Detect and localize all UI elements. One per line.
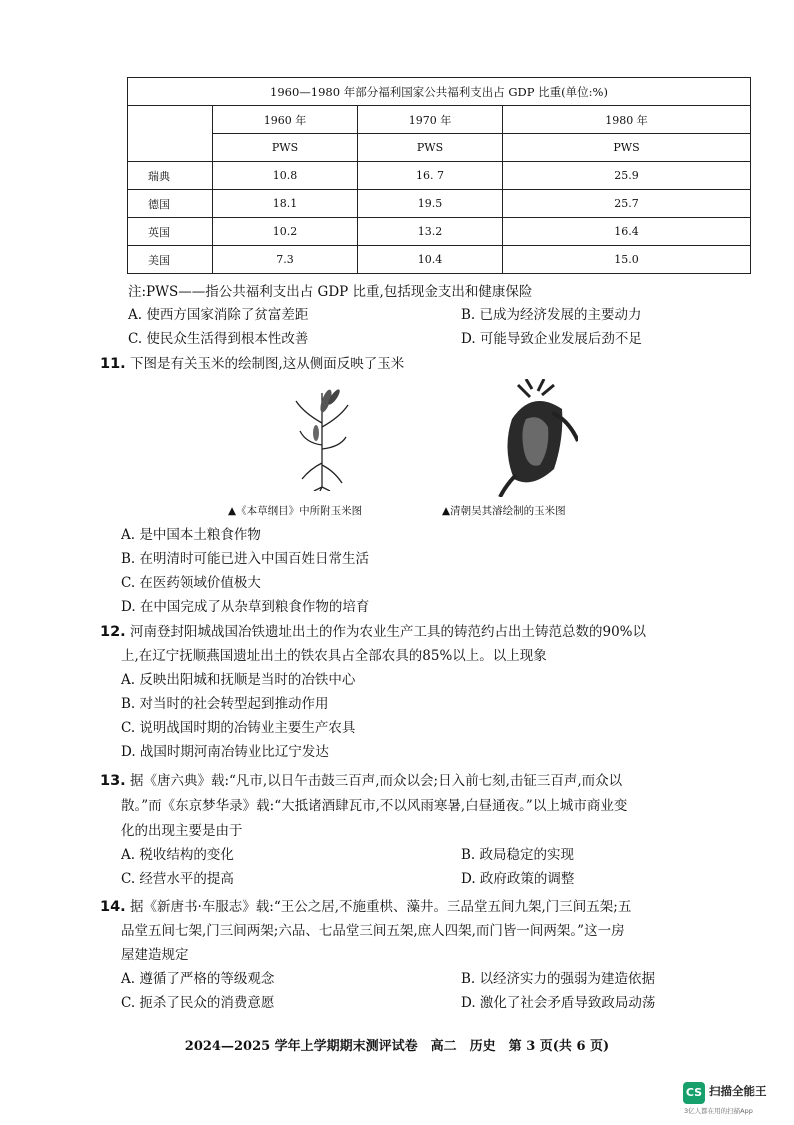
table-row [128, 190, 751, 218]
q14-stem-line3: 屋建造规定 [121, 947, 189, 963]
scanner-tagline: 3亿人都在用的扫描App [684, 1107, 753, 1115]
value-cell: 19.5 [358, 190, 503, 218]
q10-option-b: B. 已成为经济发展的主要动力 [461, 307, 642, 323]
q14-option-b: B. 以经济实力的强弱为建造依据 [461, 971, 656, 987]
value-cell: 7.3 [213, 246, 358, 274]
q13-option-c: C. 经营水平的提高 [121, 871, 234, 887]
q12-option-a: A. 反映出阳城和抚顺是当时的冶铁中心 [121, 672, 356, 688]
table-title: 1960—1980 年部分福利国家公共福利支出占 GDP 比重(单位:%) [128, 78, 751, 106]
table-row [128, 162, 751, 190]
country-cell: 德国 [128, 190, 213, 218]
q11-option-c: C. 在医药领域价值极大 [121, 575, 261, 591]
question-number: 12. [100, 624, 126, 640]
question-number: 13. [100, 773, 126, 789]
country-cell: 英国 [128, 218, 213, 246]
value-cell: 10.4 [358, 246, 503, 274]
table-year-header: 1960 年 [213, 106, 358, 134]
q13-option-a: A. 税收结构的变化 [121, 847, 234, 863]
table-sub-header: PWS [503, 134, 751, 162]
q10-option-a: A. 使西方国家消除了贫富差距 [128, 307, 309, 323]
q13-option-d: D. 政府政策的调整 [461, 871, 575, 887]
value-cell: 25.7 [503, 190, 751, 218]
figure-caption-2: ▲清朝吴其濬绘制的玉米图 [442, 505, 566, 517]
q13-stem-line3: 化的出现主要是由于 [121, 823, 243, 839]
table-sub-header: PWS [358, 134, 503, 162]
q11-option-d: D. 在中国完成了从杂草到粮食作物的培育 [121, 599, 370, 615]
question-text: 据《唐六典》载:“凡市,以日午击鼓三百声,而众以会;日入前七刻,击钲三百声,而众以 [129, 773, 623, 789]
q11-option-a: A. 是中国本土粮食作物 [121, 527, 261, 543]
q12-stem [100, 623, 646, 641]
value-cell: 25.9 [503, 162, 751, 190]
q10-option-c: C. 使民众生活得到根本性改善 [128, 331, 309, 347]
q14-option-d: D. 激化了社会矛盾导致政局动荡 [461, 995, 656, 1011]
value-cell: 10.8 [213, 162, 358, 190]
welfare-table [127, 77, 751, 274]
q14-stem-line2: 品堂五间七架,门三间两架;六品、七品堂三间五架,庶人四架,而门皆一间两架。”这一房 [121, 923, 625, 939]
question-number: 14. [100, 899, 126, 915]
q13-option-b: B. 政局稳定的实现 [461, 847, 575, 863]
q11-stem [100, 355, 404, 373]
q12-option-d: D. 战国时期河南冶铸业比辽宁发达 [121, 744, 329, 760]
q14-option-a: A. 遵循了严格的等级观念 [121, 971, 275, 987]
q11-option-b: B. 在明清时可能已进入中国百姓日常生活 [121, 551, 370, 567]
question-text: 下图是有关玉米的绘制图,这从侧面反映了玉米 [129, 356, 405, 372]
scanner-app-name: 扫描全能王 [709, 1084, 767, 1098]
q12-stem-line2: 上,在辽宁抚顺燕国遗址出土的铁农具占全部农具的85%以上。以上现象 [121, 648, 547, 664]
question-number: 11. [100, 356, 126, 372]
country-cell: 美国 [128, 246, 213, 274]
country-cell: 瑞典 [128, 162, 213, 190]
table-year-header: 1980 年 [503, 106, 751, 134]
question-text: 河南登封阳城战国冶铁遗址出土的作为农业生产工具的铸范约占出土铸范总数的90%以 [129, 624, 646, 640]
figure-caption-1: ▲《本草纲目》中所附玉米图 [228, 505, 363, 517]
value-cell: 13.2 [358, 218, 503, 246]
corn-drawing-bencao [290, 383, 354, 491]
q13-stem-line2: 散。”而《东京梦华录》载:“大抵诸酒肆瓦市,不以风雨寒暑,白昼通夜。”以上城市商业变 [121, 798, 628, 814]
value-cell: 15.0 [503, 246, 751, 274]
q13-stem [100, 772, 622, 790]
table-row [128, 246, 751, 274]
corn-drawing-qing [492, 379, 578, 497]
q12-option-c: C. 说明战国时期的冶铸业主要生产农具 [121, 720, 356, 736]
q14-option-c: C. 扼杀了民众的消费意愿 [121, 995, 275, 1011]
page-footer: 2024—2025 学年上学期期末测评试卷 高二 历史 第 3 页(共 6 页) [184, 1039, 610, 1054]
table-row [128, 218, 751, 246]
scanner-logo-icon: CS [683, 1082, 705, 1104]
table-sub-header: PWS [213, 134, 358, 162]
q12-option-b: B. 对当时的社会转型起到推动作用 [121, 696, 329, 712]
q10-option-d: D. 可能导致企业发展后劲不足 [461, 331, 642, 347]
value-cell: 18.1 [213, 190, 358, 218]
value-cell: 16. 7 [358, 162, 503, 190]
value-cell: 10.2 [213, 218, 358, 246]
q14-stem [100, 898, 631, 916]
question-text: 据《新唐书·车服志》载:“王公之居,不施重栱、藻井。三品堂五间九架,门三间五架;五 [129, 899, 632, 915]
table-corner-cell [128, 106, 213, 162]
table-note: 注:PWS——指公共福利支出占 GDP 比重,包括现金支出和健康保险 [128, 284, 533, 300]
value-cell: 16.4 [503, 218, 751, 246]
table-year-header: 1970 年 [358, 106, 503, 134]
